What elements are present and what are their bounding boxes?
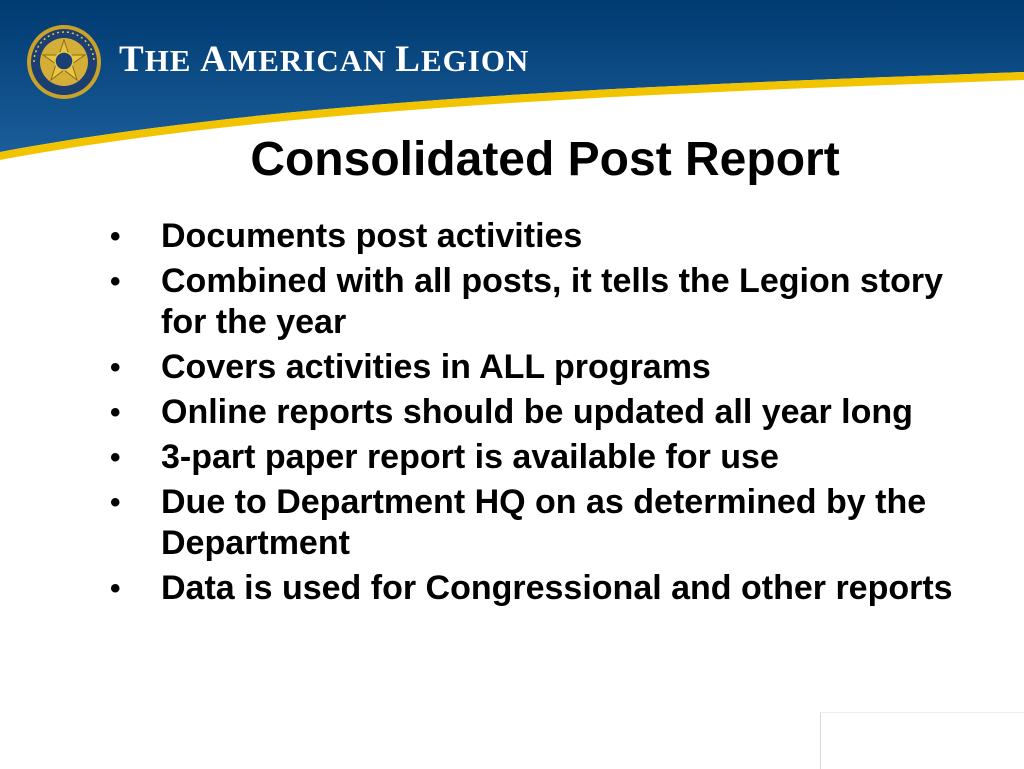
bullet-icon: • [110,220,121,253]
american-legion-emblem-icon [26,24,102,100]
list-item [110,568,960,609]
bullet-icon: • [110,265,121,298]
bullet-text: Documents post activities [161,217,583,255]
slide-title: Consolidated Post Report [250,133,840,186]
bullet-text: Covers activities in ALL programs [161,348,711,386]
list-item [110,216,960,257]
bullet-icon: • [110,351,121,384]
bullet-text: 3-part paper report is available for use [161,438,779,476]
bullet-text: Online reports should be updated all year long [161,393,913,431]
bullet-text: Combined with all posts, it tells the Legion story for the year [161,262,944,341]
bullet-text: Data is used for Congressional and other reports [161,569,953,607]
list-item [110,392,960,433]
list-item [110,437,960,478]
bullet-icon: • [110,396,121,429]
bullet-text: Due to Department HQ on as determined by the Department [161,483,927,562]
bullet-icon: • [110,486,121,519]
list-item [110,261,960,343]
list-item [110,347,960,388]
organization-name: THE AMERICAN LEGION [119,39,530,80]
corner-divider [820,712,1024,769]
list-item [110,482,960,564]
bullet-icon: • [110,572,121,605]
bullet-icon: • [110,441,121,474]
bullet-list [110,216,960,613]
